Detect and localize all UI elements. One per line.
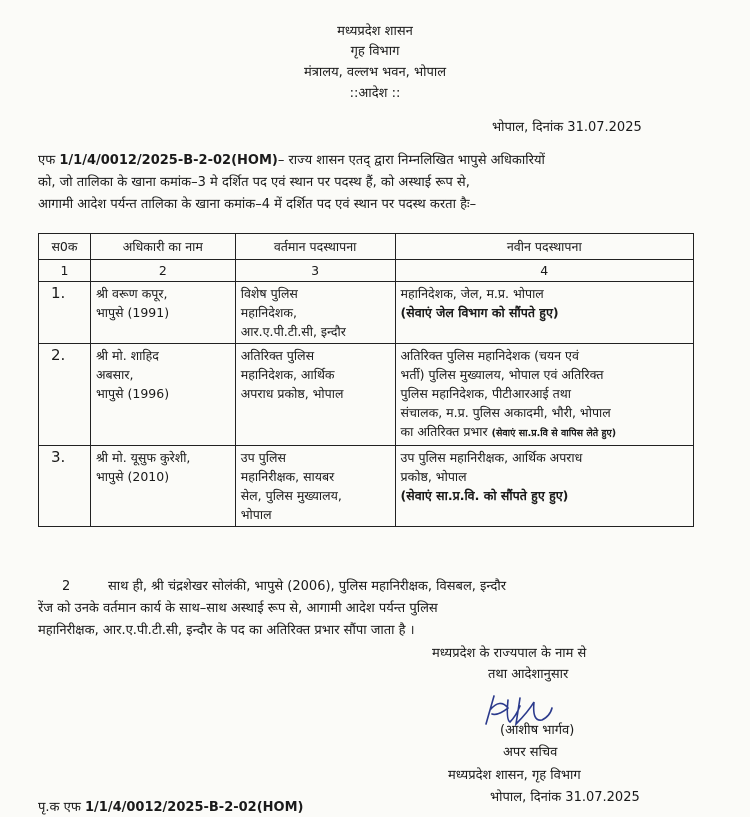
signoff-line-1: मध्यप्रदेश के राज्यपाल के नाम से [432, 646, 587, 661]
name-line: भापुसे (1991) [95, 305, 170, 320]
officer-name [90, 344, 235, 446]
current-posting [235, 344, 395, 446]
header-line-4: ::आदेश :: [349, 86, 401, 101]
new-posting [395, 344, 693, 446]
new-posting [395, 282, 693, 344]
order-line-1 [38, 150, 698, 172]
new-posting-note: (सेवाएं जेल विभाग को सौंपते हुए) [400, 305, 559, 320]
name-line: श्री वरूण कपूर, [95, 286, 168, 301]
column-number-row [39, 260, 694, 282]
officer-name [90, 446, 235, 527]
new-line: पुलिस महानिदेशक, पीटीआरआई तथा [400, 386, 571, 401]
footer-prefix: पृ.क एफ [38, 800, 81, 815]
current-line: विशेष पुलिस [240, 286, 298, 301]
current-posting [235, 446, 395, 527]
signatory-department: मध्यप्रदेश शासन, गृह विभाग [448, 768, 581, 783]
name-line: अबसार, [95, 367, 134, 382]
paragraph-2 [38, 576, 698, 642]
new-line: महानिदेशक, जेल, म.प्र. भोपाल [400, 286, 544, 301]
row-sno: 3. [39, 446, 91, 527]
current-line: अतिरिक्त पुलिस [240, 348, 315, 363]
current-line: महानिरीक्षक, सायबर [240, 469, 335, 484]
para2-line-2: रेंज को उनके वर्तमान कार्य के साथ–साथ अस्थाई रूप से, आगामी आदेश पर्यन्त पुलिस [38, 601, 438, 616]
postings-table [38, 233, 694, 527]
table-header-row [39, 234, 694, 260]
para2-line-3: महानिरीक्षक, आर.ए.पी.टी.सी, इन्दौर के पद का अतिरिक्त प्रभार सौंपा जाता है । [38, 623, 415, 638]
new-line: उप पुलिस महानिरीक्षक, आर्थिक अपराध [400, 450, 583, 465]
col-number: 2 [90, 260, 235, 282]
order-line-2: को, जो तालिका के खाना कमांक–3 मे दर्शित पद एवं स्थान पर पदस्थ हैं, को अस्थाई रूप से, [38, 175, 470, 190]
current-line: महानिदेशक, आर्थिक [240, 367, 335, 382]
order-number: 1/1/4/0012/2025-B-2-02(HOM) [59, 153, 278, 168]
signoff-place-date: भोपाल, दिनांक 31.07.2025 [490, 790, 640, 805]
new-line: भर्ती) पुलिस मुख्यालय, भोपाल एवं अतिरिक्त [400, 367, 604, 382]
signoff-line-2: तथा आदेशानुसार [488, 667, 569, 682]
para2-line-1 [38, 576, 698, 598]
table-row [39, 344, 694, 446]
col-number: 3 [235, 260, 395, 282]
order-line-1-rest: – राज्य शासन एतद् द्वारा निम्नलिखित भापुसे अधिकारियों [277, 153, 545, 168]
footer-number: 1/1/4/0012/2025-B-2-02(HOM) [85, 800, 304, 815]
header-officer-name: अधिकारी का नाम [90, 234, 235, 260]
header-line-2: गृह विभाग [350, 44, 400, 59]
table-row [39, 282, 694, 344]
order-prefix: एफ [38, 153, 56, 168]
name-line: श्री मो. यूसुफ कुरेशी, [95, 450, 191, 465]
officer-name [90, 282, 235, 344]
current-line: सेल, पुलिस मुख्यालय, [240, 488, 342, 503]
header-sno: स0क [39, 234, 91, 260]
current-posting [235, 282, 395, 344]
header-line-3: मंत्रालय, वल्लभ भवन, भोपाल [303, 65, 447, 80]
name-line: भापुसे (2010) [95, 469, 170, 484]
table-row [39, 446, 694, 527]
current-line: आर.ए.पी.टी.सी, इन्दौर [240, 324, 346, 339]
new-posting [395, 446, 693, 527]
new-line: प्रकोष्ठ, भोपाल [400, 469, 467, 484]
signatory-designation: अपर सचिव [503, 745, 558, 760]
new-posting-small-note: (सेवाएं सा.प्र.वि से वापिस लेते हुए) [491, 428, 617, 439]
col-number: 1 [39, 260, 91, 282]
row-sno: 2. [39, 344, 91, 446]
para2-line-1-text: साथ ही, श्री चंद्रशेखर सोलंकी, भापुसे (2006), पुलिस महानिरीक्षक, विसबल, इन्दौर [108, 579, 507, 594]
order-paragraph [38, 150, 698, 216]
new-line-text: का अतिरिक्त प्रभार [400, 424, 488, 439]
new-line [401, 422, 688, 443]
row-sno: 1. [39, 282, 91, 344]
place-date: भोपाल, दिनांक 31.07.2025 [492, 120, 642, 135]
current-line: महानिदेशक, [240, 305, 297, 320]
name-line: भापुसे (1996) [95, 386, 170, 401]
new-line: अतिरिक्त पुलिस महानिदेशक (चयन एवं [400, 348, 579, 363]
current-line: उप पुलिस [240, 450, 286, 465]
col-number: 4 [395, 260, 693, 282]
header-current-posting: वर्तमान पदस्थापना [235, 234, 395, 260]
footer-reference [38, 797, 303, 815]
signatory-name: (आशीष भार्गव) [500, 723, 575, 738]
header-line-1: मध्यप्रदेश शासन [337, 24, 413, 39]
name-line: श्री मो. शाहिद [95, 348, 159, 363]
current-line: अपराध प्रकोष्ठ, भोपाल [240, 386, 344, 401]
current-line: भोपाल [240, 507, 272, 522]
order-line-3: आगामी आदेश पर्यन्त तालिका के खाना कमांक–4 में दर्शित पद एवं स्थान पर पदस्थ करता हैः– [38, 197, 477, 212]
para2-number: 2 [62, 579, 71, 594]
header-new-posting: नवीन पदस्थापना [395, 234, 693, 260]
new-line: संचालक, म.प्र. पुलिस अकादमी, भौरी, भोपाल [400, 405, 611, 420]
new-posting-note: (सेवाएं सा.प्र.वि. को सौंपते हुए हुए) [400, 488, 569, 503]
